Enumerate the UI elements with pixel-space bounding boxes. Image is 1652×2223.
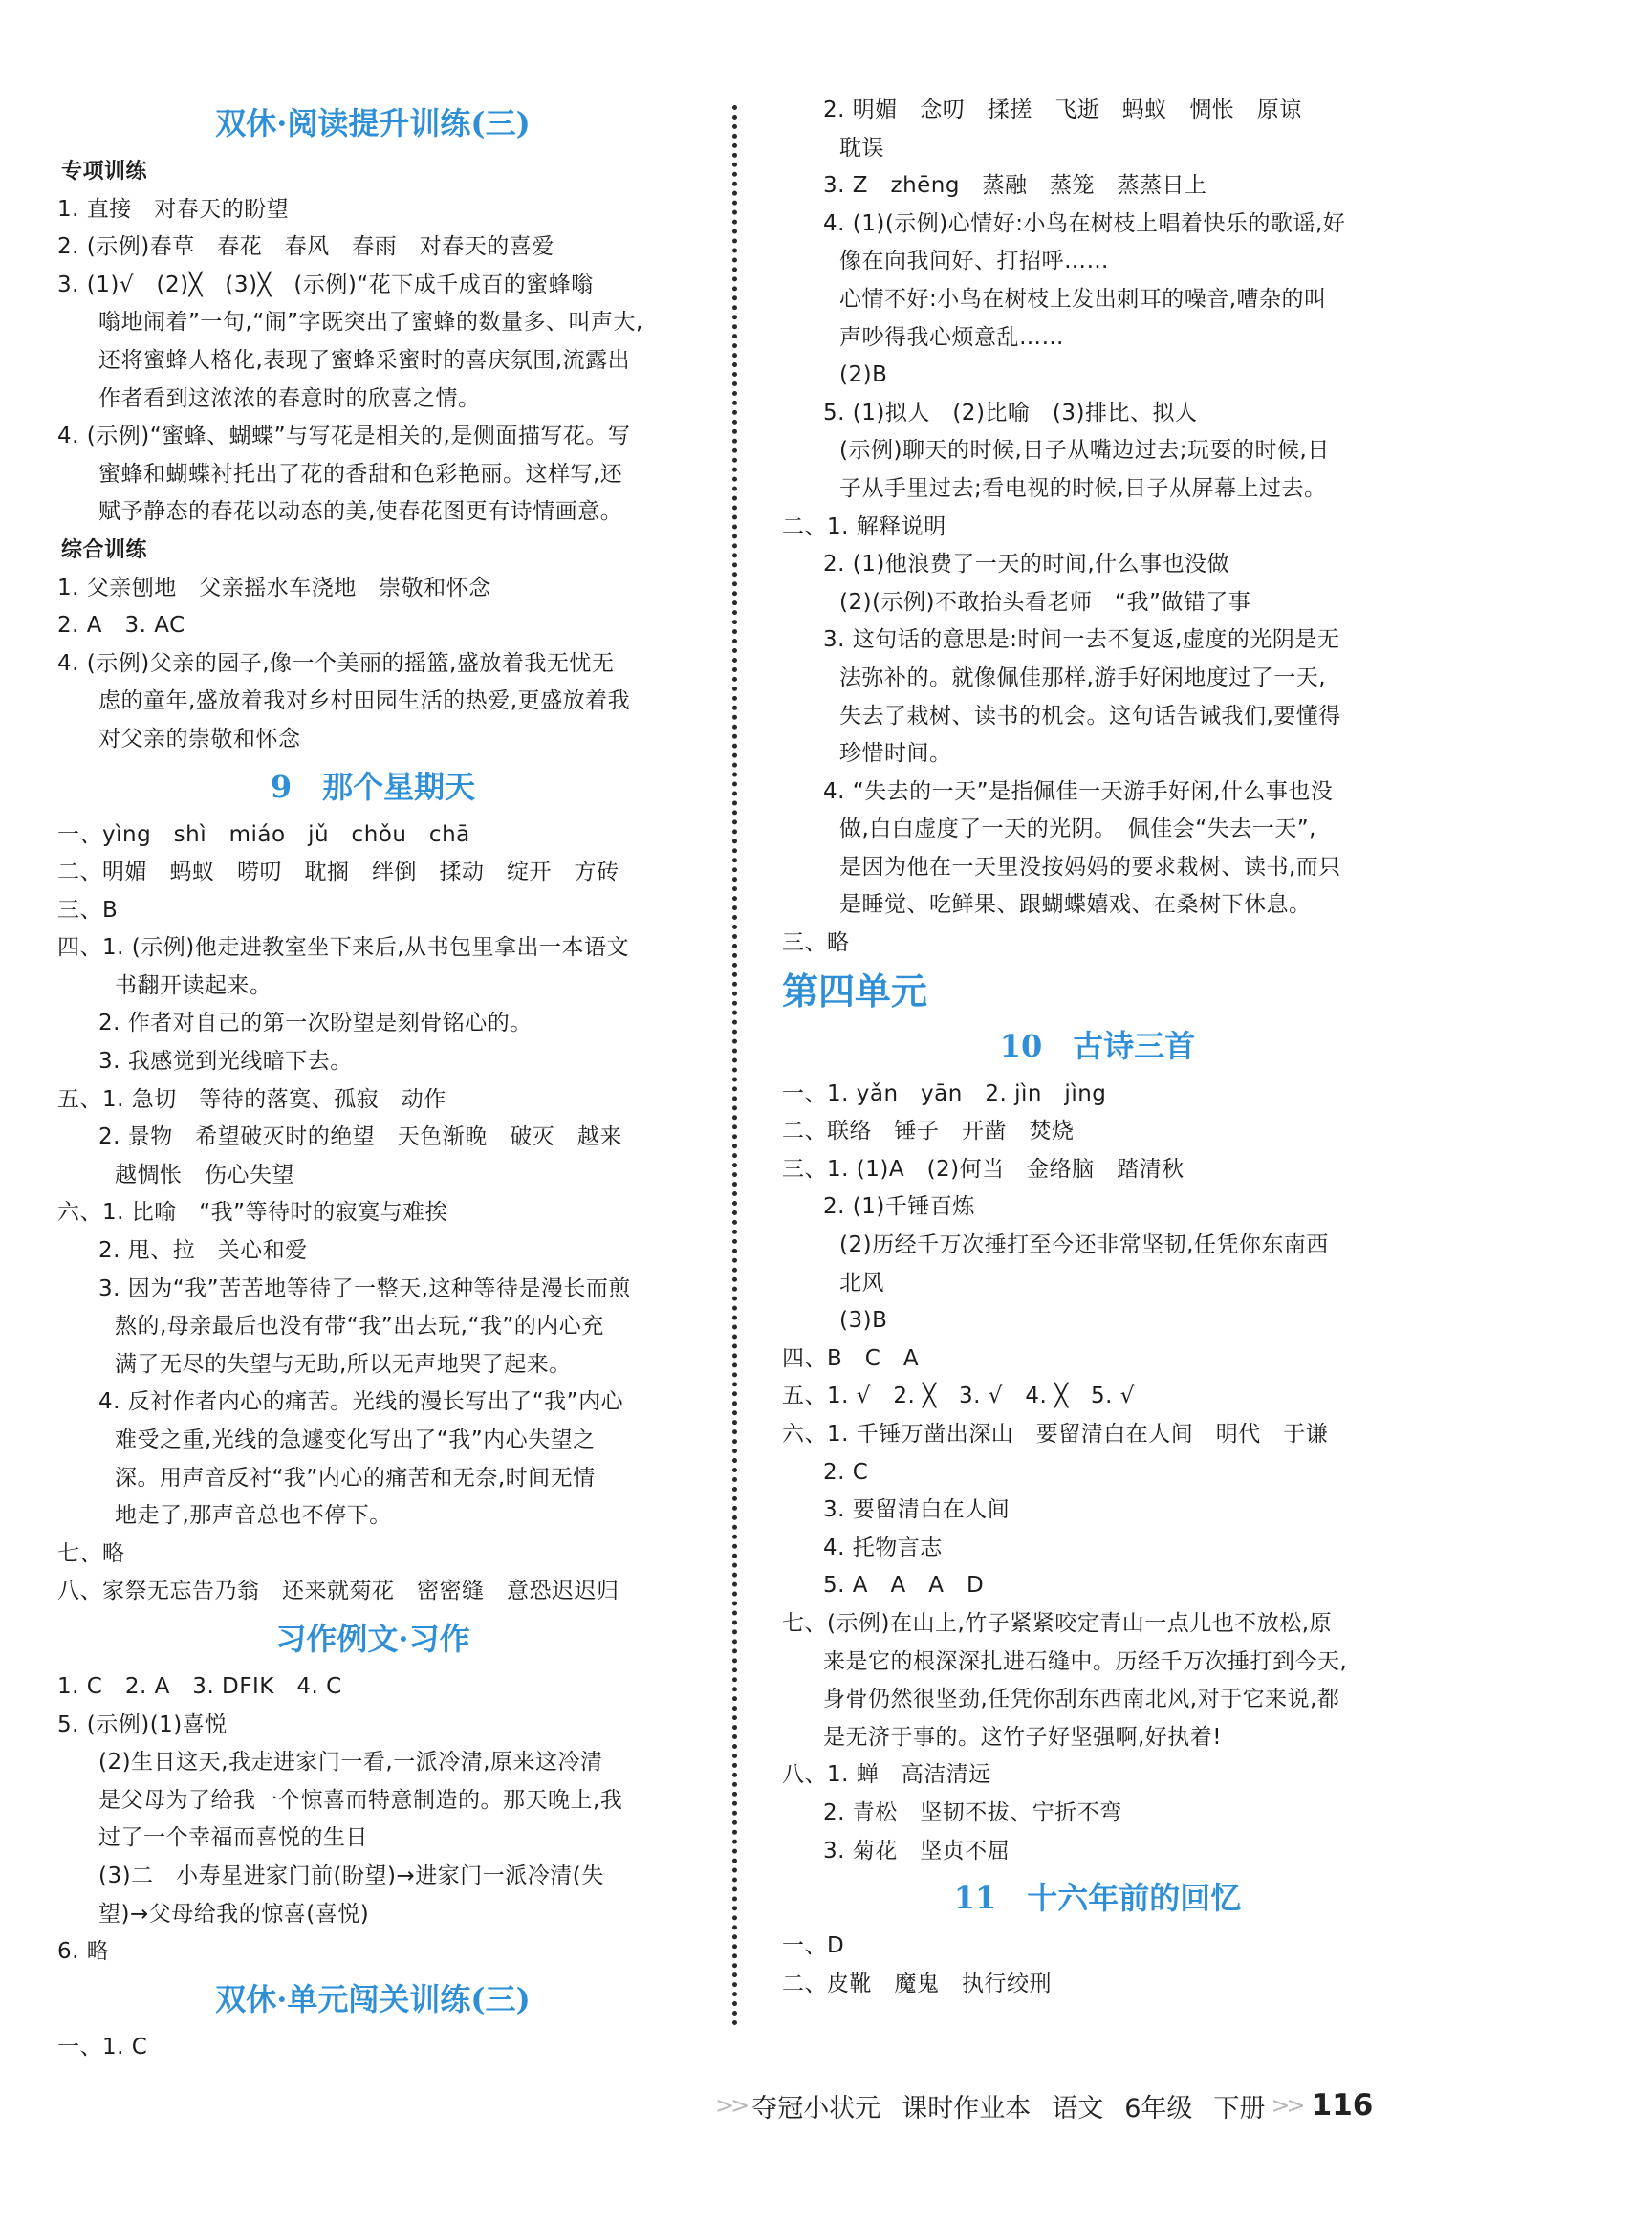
answer-line: 3. 我感觉到光线暗下去。 <box>98 1049 353 1075</box>
answer-line: 4. (示例)父亲的园子,像一个美丽的摇篮,盛放着我无忧无 <box>57 650 615 676</box>
page-number: 116 <box>1311 2088 1374 2123</box>
answer-line: 耽误 <box>839 135 884 161</box>
answer-line: 蜜蜂和蝴蝶衬托出了花的香甜和色彩艳丽。这样写,还 <box>98 461 623 487</box>
answer-line: (2)历经千万次捶打至今还非常坚韧,任凭你东南西 <box>839 1232 1329 1258</box>
left-column <box>57 96 688 2066</box>
answer-line: 2. 作者对自己的第一次盼望是刻骨铭心的。 <box>98 1011 533 1036</box>
answer-line: 书翻开读起来。 <box>115 972 272 998</box>
answer-line: 深。用声音反衬“我”内心的痛苦和无奈,时间无情 <box>115 1465 596 1491</box>
grade: 6年级 <box>1124 2093 1193 2124</box>
column-divider <box>732 105 737 2027</box>
answer-line: 2. A 3. AC <box>57 613 185 639</box>
answer-line: 一、1. C <box>57 2034 148 2060</box>
answer-line: (3)B <box>839 1308 888 1334</box>
answer-line: 是因为他在一天里没按妈妈的要求栽树、读书,而只 <box>839 854 1341 880</box>
answer-line: 三、1. (1)A (2)何当 金络脑 踏清秋 <box>782 1156 1185 1182</box>
answer-line: 5. A A A D <box>823 1573 985 1599</box>
answer-line: (3)二 小寿星进家门前(盼望)→进家门一派冷清(失 <box>98 1863 604 1888</box>
answer-line: 声吵得我心烦意乱…… <box>839 324 1064 350</box>
answer-line: 2. 明媚 念叨 揉搓 飞逝 蚂蚁 惆怅 原谅 <box>823 98 1302 122</box>
answer-line: 2. (1)他浪费了一天的时间,什么事也没做 <box>823 552 1230 578</box>
volume: 下册 <box>1213 2093 1266 2124</box>
answer-line: 3. (1)√ (2)╳ (3)╳ (示例)“花下成千成百的蜜蜂嗡 <box>57 272 594 297</box>
answer-line: 越惆怅 伤心失望 <box>115 1162 294 1188</box>
subject: 语文 <box>1052 2093 1104 2124</box>
answer-line: (示例)聊天的时候,日子从嘴边过去;玩耍的时候,日 <box>839 438 1330 464</box>
answer-line: 二、联络 锤子 开凿 焚烧 <box>782 1119 1075 1144</box>
answer-line: 满了无尽的失望与无助,所以无声地哭了起来。 <box>115 1351 572 1377</box>
answer-line: 二、明媚 蚂蚁 唠叨 耽搁 绊倒 揉动 绽开 方砖 <box>57 860 620 885</box>
answer-line: 难受之重,光线的急遽变化写出了“我”内心失望之 <box>115 1428 596 1452</box>
answer-line: 五、1. 急切 等待的落寞、孤寂 动作 <box>57 1086 446 1112</box>
answer-line: 心情不好:小鸟在树枝上发出刺耳的噪音,嘈杂的叫 <box>839 286 1327 312</box>
answer-line: 4. 反衬作者内心的痛苦。光线的漫长写出了“我”内心 <box>98 1389 624 1415</box>
answer-line: 二、皮靴 魔鬼 执行绞刑 <box>782 1971 1052 1996</box>
answer-line: 4. “失去的一天”是指佩佳一天游手好闲,什么事也没 <box>823 778 1334 804</box>
answer-line: 来是它的根深深扎进石缝中。历经千万次捶打到今天, <box>823 1648 1348 1674</box>
brand-name: 夺冠小状元 <box>751 2093 881 2124</box>
answer-line: 5. (1)拟人 (2)比喻 (3)排比、拟人 <box>823 400 1198 425</box>
section-title: 习作例文·习作 <box>275 1620 470 1657</box>
book-name: 课时作业本 <box>902 2093 1032 2124</box>
lesson-title: 10 古诗三首 <box>999 1027 1196 1064</box>
answer-line: 3. Z zhēng 蒸融 蒸笼 蒸蒸日上 <box>823 173 1207 199</box>
answer-line: 熬的,母亲最后也没有带“我”出去玩,“我”的内心充 <box>115 1314 604 1340</box>
answer-line: 2. 青松 坚韧不拔、宁折不弯 <box>823 1799 1122 1825</box>
chevron-right-icon: >> <box>715 2092 747 2119</box>
answer-line: 3. 因为“我”苦苦地等待了一整天,这种等待是漫长而煎 <box>98 1275 631 1301</box>
unit-title: 第四单元 <box>782 969 928 1013</box>
answer-line: 2. 甩、拉 关心和爱 <box>98 1238 308 1264</box>
answer-line: 4. (示例)“蜜蜂、蝴蝶”与写花是相关的,是侧面描写花。写 <box>57 424 631 449</box>
answer-line: 对父亲的崇敬和怀念 <box>98 726 301 752</box>
answer-line: 2. (示例)春草 春花 春风 春雨 对春天的喜爱 <box>57 234 554 260</box>
answer-line: 虑的童年,盛放着我对乡村田园生活的热爱,更盛放着我 <box>98 688 631 714</box>
section-title: 双休·单元闯关训练(三) <box>215 1980 531 2017</box>
answer-line: 赋予静态的春花以动态的美,使春花图更有诗情画意。 <box>98 499 623 525</box>
answer-line: 是无济于事的。这竹子好坚强啊,好执着! <box>823 1724 1223 1750</box>
answer-line: 像在向我问好、打招呼…… <box>839 249 1109 274</box>
answer-line: 3. 要留清白在人间 <box>823 1497 1011 1523</box>
answer-line: 是睡觉、吃鲜果、跟蝴蝶嬉戏、在桑树下休息。 <box>839 892 1312 918</box>
section-title: 双休·阅读提升训练(三) <box>215 105 531 142</box>
answer-line: 过了一个幸福而喜悦的生日 <box>98 1825 368 1851</box>
page-footer <box>715 2084 1394 2126</box>
answer-line: 1. 直接 对春天的盼望 <box>57 196 290 222</box>
answer-line: 六、1. 比喻 “我”等待时的寂寞与难挨 <box>57 1200 448 1226</box>
answer-line: 一、1. yǎn yān 2. jìn jìng <box>782 1080 1107 1106</box>
answer-line: 5. (示例)(1)喜悦 <box>57 1711 228 1737</box>
answer-line: 二、1. 解释说明 <box>782 513 946 539</box>
answer-line: 1. 父亲刨地 父亲摇水车浇地 崇敬和怀念 <box>57 575 491 600</box>
answer-line: 身骨仍然很坚劲,任凭你刮东西南北风,对于它来说,都 <box>823 1687 1340 1712</box>
chevron-right-icon: >> <box>1271 2092 1302 2119</box>
answer-line: 4. (1)(示例)心情好:小鸟在树枝上唱着快乐的歌谣,好 <box>823 210 1346 236</box>
answer-line: 做,白白虚度了一天的光阴。 佩佳会“失去一天”, <box>839 817 1316 842</box>
answer-line: 七、略 <box>57 1540 125 1566</box>
answer-line: 望)→父母给我的惊喜(喜悦) <box>98 1901 370 1927</box>
answer-line: 嗡地闹着”一句,“闹”字既突出了蜜蜂的数量多、叫声大, <box>98 310 643 336</box>
answer-line: 八、1. 蝉 高洁清远 <box>782 1762 991 1788</box>
answer-line: (2)B <box>839 362 888 388</box>
answer-line: 1. C 2. A 3. DFIK 4. C <box>57 1673 342 1699</box>
answer-line: 3. 这句话的意思是:时间一去不复返,虚度的光阴是无 <box>823 627 1340 653</box>
subsection-heading: 专项训练 <box>61 160 148 184</box>
answer-line: 2. (1)千锤百炼 <box>823 1194 975 1220</box>
answer-line: 八、家祭无忘告乃翁 还来就菊花 密密缝 意恐迟迟归 <box>57 1579 620 1604</box>
answer-line: 法弥补的。就像佩佳那样,游手好闲地度过了一天, <box>839 665 1327 690</box>
answer-line: 五、1. √ 2. ╳ 3. √ 4. ╳ 5. √ <box>782 1384 1135 1409</box>
answer-line: 六、1. 千锤万凿出深山 要留清白在人间 明代 于谦 <box>782 1422 1329 1447</box>
answer-line: 2. C <box>823 1459 869 1485</box>
answer-line: 一、D <box>782 1933 845 1959</box>
answer-line: 四、B C A <box>782 1345 920 1371</box>
lesson-title: 9 那个星期天 <box>270 768 476 805</box>
answer-line: 2. 景物 希望破灭时的绝望 天色渐晚 破灭 越来 <box>98 1124 622 1150</box>
subsection-heading: 综合训练 <box>61 537 148 562</box>
answer-line: (2)生日这天,我走进家门一看,一派冷清,原来这冷清 <box>98 1750 603 1776</box>
answer-line: 失去了栽树、读书的机会。这句话告诫我们,要懂得 <box>839 703 1341 729</box>
answer-line: (2)(示例)不敢抬头看老师 “我”做错了事 <box>839 589 1251 615</box>
right-column <box>782 92 1413 2003</box>
answer-line: 三、B <box>57 897 119 923</box>
answer-line: 还将蜜蜂人格化,表现了蜜蜂采蜜时的喜庆氛围,流露出 <box>98 347 631 373</box>
answer-line: 子从手里过去;看电视的时候,日子从屏幕上过去。 <box>839 475 1327 501</box>
answer-line: 作者看到这浓浓的春意时的欣喜之情。 <box>98 385 481 411</box>
answer-line: 北风 <box>839 1270 884 1296</box>
answer-line: 3. 菊花 坚贞不屈 <box>823 1838 1011 1863</box>
answer-line: 地走了,那声音总也不停下。 <box>115 1503 392 1529</box>
lesson-title: 11 十六年前的回忆 <box>953 1880 1242 1917</box>
answer-line: 三、略 <box>782 930 850 956</box>
answer-line: 6. 略 <box>57 1939 110 1965</box>
answer-line: 七、(示例)在山上,竹子紧紧咬定青山一点儿也不放松,原 <box>782 1610 1333 1636</box>
answer-line: 是父母为了给我一个惊喜而特意制造的。那天晚上,我 <box>98 1787 623 1813</box>
answer-line: 四、1. (示例)他走进教室坐下来后,从书包里拿出一本语文 <box>57 935 630 961</box>
answer-line: 珍惜时间。 <box>839 741 952 767</box>
answer-line: 一、yìng shì miáo jǔ chǒu chā <box>57 821 470 847</box>
answer-line: 4. 托物言志 <box>823 1535 943 1560</box>
